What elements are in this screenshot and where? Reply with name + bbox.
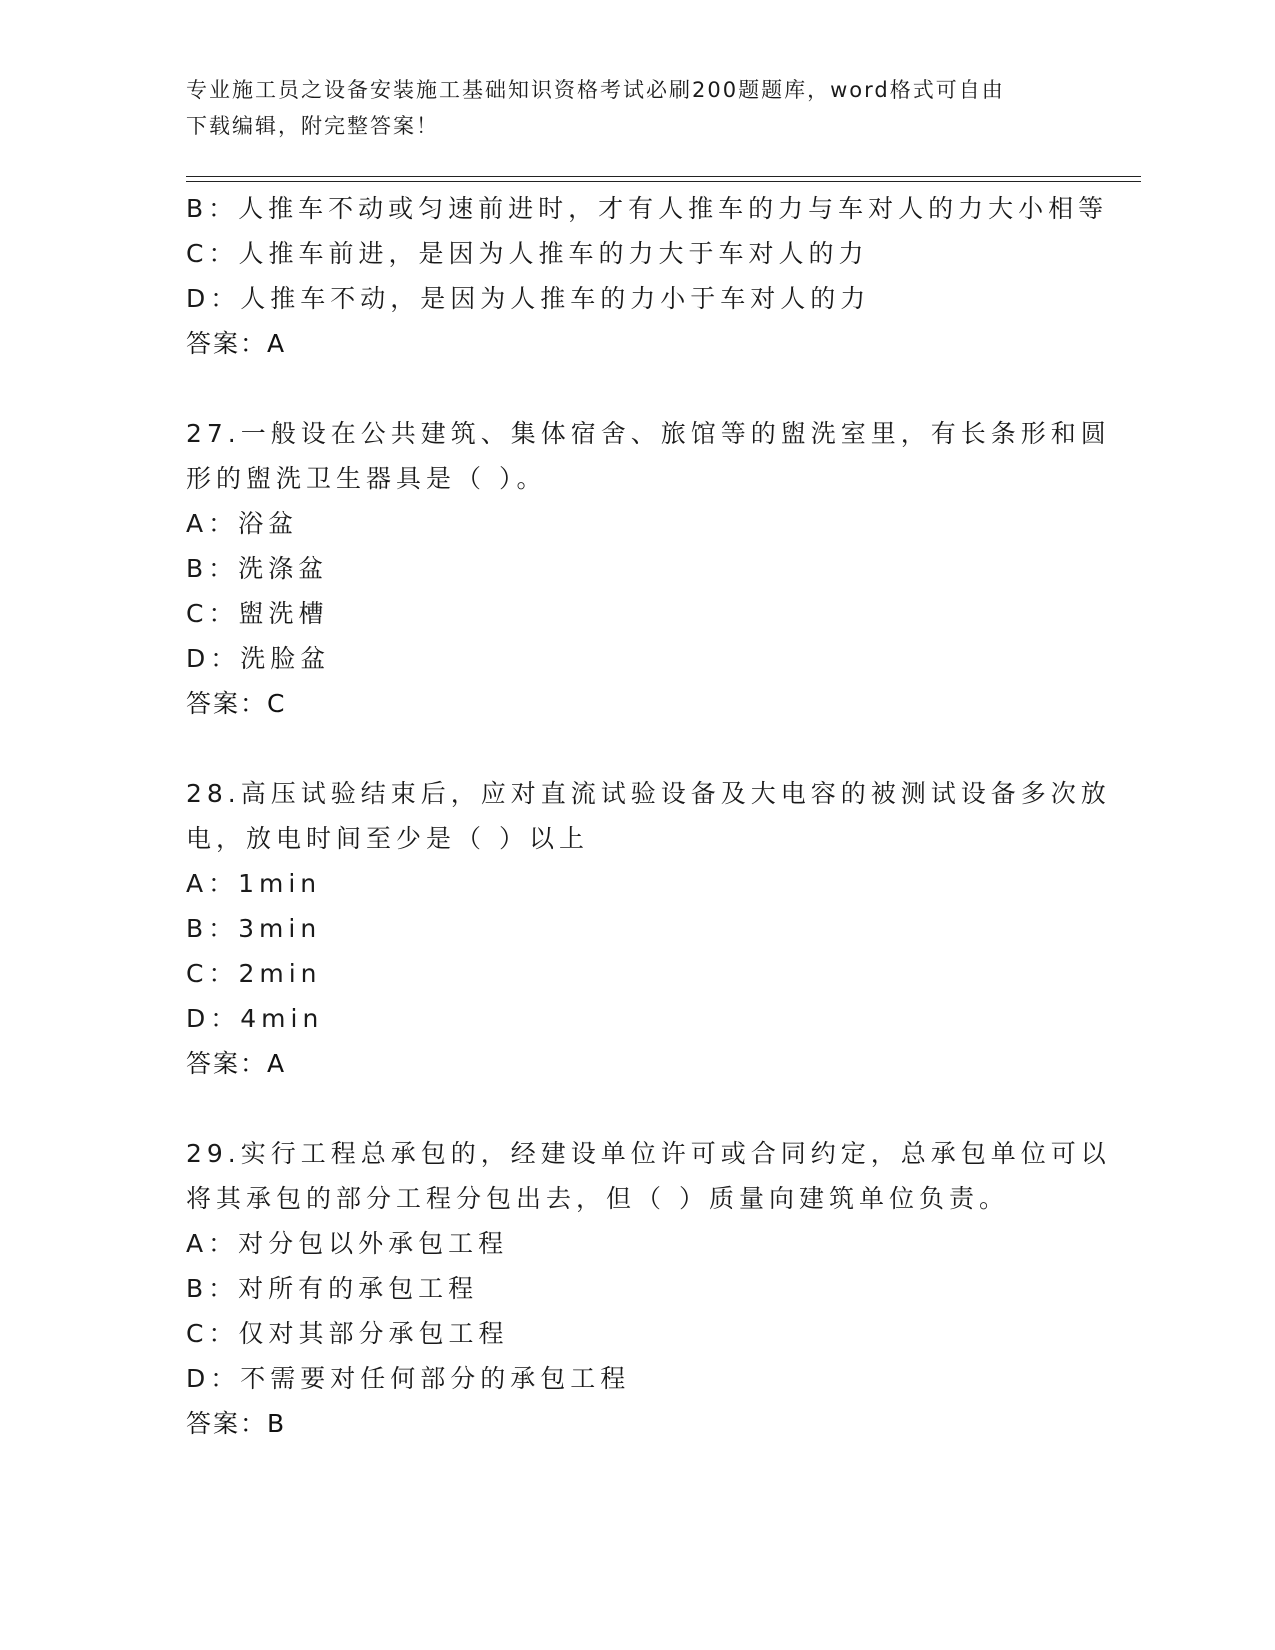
- question-stem-line-1: 27.一般设在公共建筑、集体宿舍、旅馆等的盥洗室里，有长条形和圆: [186, 419, 1111, 448]
- question-list: [186, 186, 1111, 1446]
- question-29: [186, 1131, 1111, 1446]
- question-stem-line-1: 29.实行工程总承包的，经建设单位许可或合同约定，总承包单位可以: [186, 1139, 1111, 1168]
- option-d: D：人推车不动，是因为人推车的力小于车对人的力: [186, 284, 871, 313]
- option-c: C：仅对其部分承包工程: [186, 1319, 509, 1348]
- question-27: [186, 411, 1111, 726]
- option-a: A：1min: [186, 869, 322, 898]
- option-d: D：洗脸盆: [186, 644, 331, 673]
- option-b: B：对所有的承包工程: [186, 1274, 479, 1303]
- question-28: [186, 771, 1111, 1086]
- answer-line: 答案：A: [186, 329, 287, 358]
- header-line-1: 专业施工员之设备安装施工基础知识资格考试必刷200题题库，word格式可自由: [186, 78, 1005, 102]
- question-stem-line-2: 形的盥洗卫生器具是（ ）。: [186, 464, 547, 493]
- answer-line: 答案：C: [186, 689, 287, 718]
- option-b: B：洗涤盆: [186, 554, 329, 583]
- question-stem-line-2: 将其承包的部分工程分包出去，但（ ）质量向建筑单位负责。: [186, 1184, 1009, 1213]
- option-b: B：人推车不动或匀速前进时，才有人推车的力与车对人的力大小相等: [186, 194, 1109, 223]
- question-continuation: [186, 186, 1109, 366]
- header-divider-top: [186, 176, 1141, 177]
- option-c: C：盥洗槽: [186, 599, 329, 628]
- option-d: D：不需要对任何部分的承包工程: [186, 1364, 631, 1393]
- question-stem-line-2: 电，放电时间至少是（ ）以上: [186, 824, 589, 853]
- option-a: A：浴盆: [186, 509, 299, 538]
- option-d: D：4min: [186, 1004, 324, 1033]
- option-b: B：3min: [186, 914, 322, 943]
- answer-line: 答案：B: [186, 1409, 287, 1438]
- question-stem-line-1: 28.高压试验结束后，应对直流试验设备及大电容的被测试设备多次放: [186, 779, 1111, 808]
- option-c: C：人推车前进，是因为人推车的力大于车对人的力: [186, 239, 869, 268]
- option-a: A：对分包以外承包工程: [186, 1229, 509, 1258]
- option-c: C：2min: [186, 959, 322, 988]
- answer-line: 答案：A: [186, 1049, 287, 1078]
- document-header: [186, 72, 1086, 144]
- header-divider-bottom: [186, 181, 1141, 182]
- header-line-2: 下载编辑，附完整答案！: [186, 114, 439, 138]
